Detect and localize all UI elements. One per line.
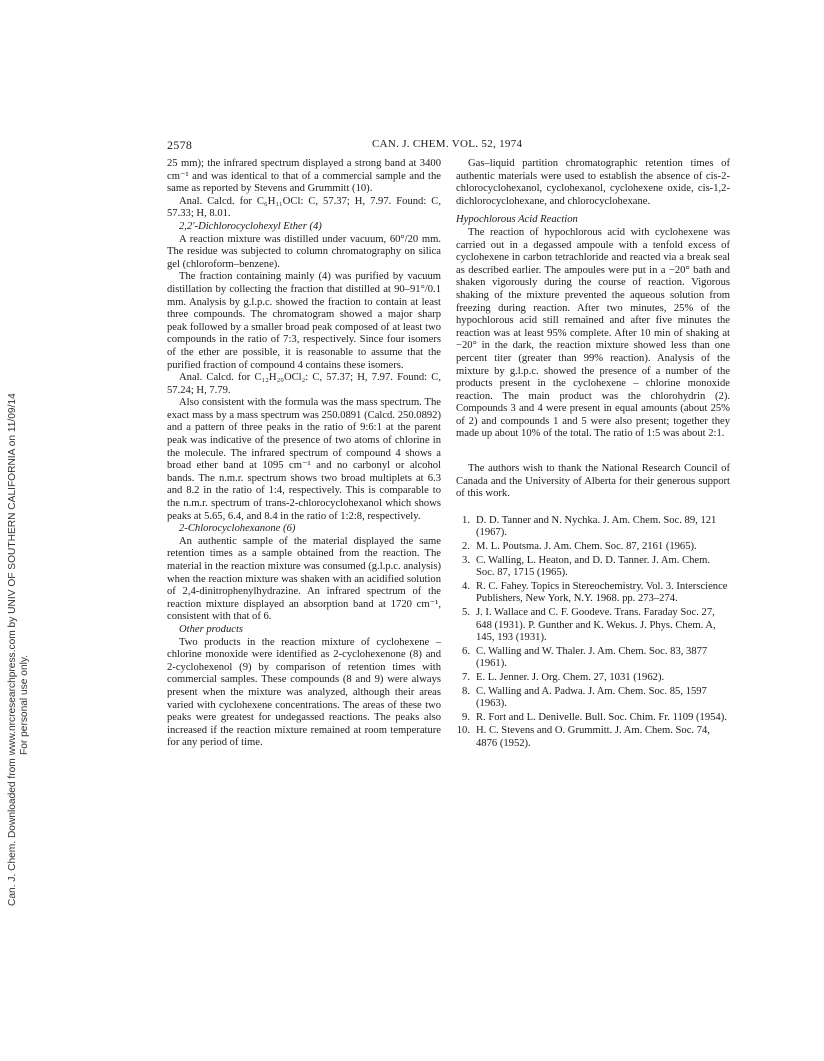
download-watermark xyxy=(0,150,43,910)
reference-item xyxy=(456,515,730,540)
reference-text: J. I. Wallace and C. F. Goodeve. Trans. Faraday Soc. 27, 648 (1931). P. Gunther and K. Wekus. J. Phys. Chem. A, 145, 193 (1931). xyxy=(476,607,716,644)
reference-item xyxy=(456,672,730,685)
reference-text: M. L. Poutsma. J. Am. Chem. Soc. 87, 2161 (1965). xyxy=(476,541,697,553)
reference-number: 2. xyxy=(462,541,470,553)
reference-number: 9. xyxy=(462,711,470,723)
reference-number: 7. xyxy=(462,671,470,683)
paragraph: An authentic sample of the material displayed the same retention times as a sample obtained from the reaction. The material in the reaction mixture was consumed (g.l.p.c. analysis) when the reaction mixture was shaken with an acidified solution of 2,4-dinitrophenylhydrazine. An infrared spectrum of the reaction mixture displayed an absorption band at 1720 cm⁻¹, consistent with that of 6. xyxy=(167,535,441,623)
page-number: 2578 xyxy=(167,138,193,152)
reference-number: 3. xyxy=(462,554,470,566)
reference-item xyxy=(456,555,730,580)
paragraph-analysis: Anal. Calcd. for C₆H₁₁OCl: C, 57.37; H, 7.97. Found: C, 57.33; H, 8.01. xyxy=(167,195,441,220)
reference-text: E. L. Jenner. J. Org. Chem. 27, 1031 (1962). xyxy=(476,671,665,683)
reference-number: 4. xyxy=(462,580,470,592)
paragraph: The reaction of hypochlorous acid with cyclohexene was carried out in a degassed ampoule with a tenfold excess of cyclohexene in carbon tetrachloride and reacted via a break seal as described earlier. The ampoules were put in a −20° bath and shaken vigorously during the course of reaction. Vigorous shaking of the mixture prevented the aqueous solution from freezing during reaction. After two minutes, 25% of the hypochlorous acid still remained and after five minutes the reaction was at least 95% complete. After 10 min of shaking at −20° in the dark, the reaction mixture showed less than one percent titer (greater than 99% reaction). Analysis of the mixture by g.l.p.c. showed the presence of a number of the products present in the cyclohexene – chlorine monoxide reaction. The main product was the chlorohydrin (2). Compounds 3 and 4 were present in equal amounts (about 25% of 2) and compounds 1 and 5 were also present; together they made up about 10% of the total. The ratio of 1:5 was about 2:1. xyxy=(456,226,730,440)
watermark-line-personal-use: For personal use only. xyxy=(19,654,30,755)
reference-item xyxy=(456,541,730,554)
reference-item xyxy=(456,725,730,750)
references-list xyxy=(456,515,730,751)
reference-item xyxy=(456,686,730,711)
reference-text: R. C. Fahey. Topics in Stereochemistry. Vol. 3. Interscience Publishers, New York, N.Y. 1968. pp. 273–274. xyxy=(476,580,728,605)
reference-text: C. Walling and W. Thaler. J. Am. Chem. Soc. 83, 3877 (1961). xyxy=(476,645,708,670)
reference-text: C. Walling, L. Heaton, and D. D. Tanner. J. Am. Chem. Soc. 87, 1715 (1965). xyxy=(476,554,710,579)
paragraph: The fraction containing mainly (4) was purified by vacuum distillation by collecting the fraction that distilled at 90–91°/0.1 mm. Analysis by g.l.p.c. showed the fraction to contain at least three compounds. The chromatogram showed a major sharp peak followed by a smaller broad peak composed of at least two compounds in the ratio of 7:3, respectively. Since four isomers of the ether are possible, it is reasonable to assume that the purified fraction of compound 4 contains these isomers. xyxy=(167,271,441,371)
left-column xyxy=(167,158,441,750)
section-heading-hypochlorous: Hypochlorous Acid Reaction xyxy=(456,214,578,226)
reference-text: C. Walling and A. Padwa. J. Am. Chem. Soc. 85, 1597 (1963). xyxy=(476,685,707,710)
paragraph-analysis: Anal. Calcd. for C₁₂H₂₀OCl₂: C, 57.37; H, 7.97. Found: C, 57.24; H, 7.79. xyxy=(167,372,441,396)
paragraph: Also consistent with the formula was the mass spectrum. The exact mass by a mass spectrum was 250.0891 (Calcd. 250.0892) and a pattern of three peaks in the ratio of 9:6:1 at the parent peak was indicative of the presence of two atoms of chlorine in the molecule. The infrared spectrum of compound 4 shows a broad ether band at 1095 cm⁻¹ and no carbonyl or alcohol bands. The n.m.r. spectrum shows two broad multiplets at 6.3 and 8.2 in the ratio of 1:4, respectively. This is comparable to the n.m.r. spectrum of trans-2-chlorocyclohexanol which shows peaks at 5.65, 6.4, and 8.4 in the ratio of 1:2:8, respectively. xyxy=(167,397,441,522)
reference-item xyxy=(456,607,730,645)
paragraph: Gas–liquid partition chromatographic retention times of authentic materials were used to establish the absence of cis-2-chlorocyclohexanol, cyclohexanol, cyclohexene oxide, cis-1,2-dichlorocyclohexane, and chlorocyclohexane. xyxy=(456,158,730,207)
reference-text: R. Fort and L. Denivelle. Bull. Soc. Chim. Fr. 1109 (1954). xyxy=(476,711,727,723)
acknowledgement: The authors wish to thank the National Research Council of Canada and the University of Alberta for their generous support of this work. xyxy=(456,463,730,500)
reference-number: 10. xyxy=(456,725,470,737)
section-heading-chlorocyclohexanone: 2-Chlorocyclohexanone (6) xyxy=(179,523,296,535)
reference-number: 1. xyxy=(462,514,470,526)
reference-item xyxy=(456,712,730,725)
reference-number: 5. xyxy=(462,607,470,618)
watermark-line-download: Can. J. Chem. Downloaded from www.nrcresearchpress.com by UNIV OF SOUTHERN CALIFORNIA on 11/09/14 xyxy=(7,393,18,906)
reference-number: 8. xyxy=(462,685,470,697)
reference-text: D. D. Tanner and N. Nychka. J. Am. Chem. Soc. 89, 121 (1967). xyxy=(476,514,717,539)
paragraph: A reaction mixture was distilled under vacuum, 60°/20 mm. The residue was subjected to column chromatography on silica gel (chloroform–benzene). xyxy=(167,233,441,270)
reference-item xyxy=(456,646,730,671)
paragraph: Two products in the reaction mixture of cyclohexene – chlorine monoxide were identified as 2-cyclohexenone (8) and 2-cyclohexenol (9) by comparison of retention times with commercial samples. These compounds (8 and 9) were always present when the mixture was analyzed, although their areas varied with cyclohexene concentrations. The areas of these two peaks were greatest for undegassed reactions. The peaks also increased if the reaction mixture remained at room temperature for any period of time. xyxy=(167,636,441,749)
paragraph: 25 mm); the infrared spectrum displayed a strong band at 3400 cm⁻¹ and was identical to that of a commercial sample and the same as reported by Stevens and Grummitt (10). xyxy=(167,158,441,195)
page-header xyxy=(167,138,733,154)
section-heading-ether: 2,2′-Dichlorocyclohexyl Ether (4) xyxy=(179,220,322,232)
reference-text: H. C. Stevens and O. Grummitt. J. Am. Chem. Soc. 74, 4876 (1952). xyxy=(476,725,710,749)
reference-number: 6. xyxy=(462,645,470,657)
section-heading-other-products: Other products xyxy=(179,623,244,635)
right-column xyxy=(456,158,730,761)
reference-item xyxy=(456,581,730,606)
running-head: CAN. J. CHEM. VOL. 52, 1974 xyxy=(372,138,523,150)
